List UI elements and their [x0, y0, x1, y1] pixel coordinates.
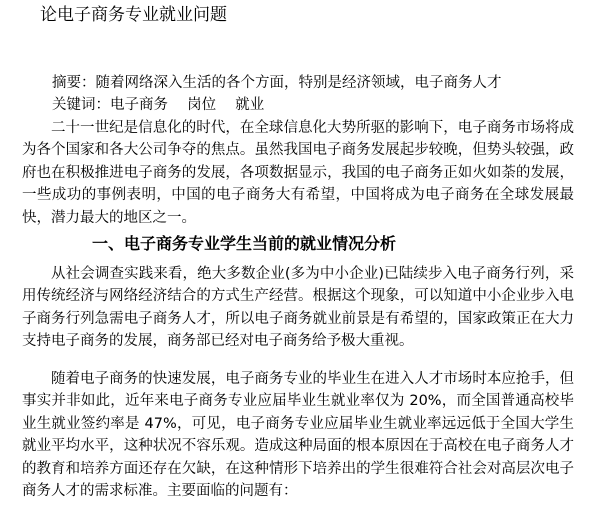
section-paragraph-1: 从社会调查实践来看，绝大多数企业(多为中小企业)已陆续步入电子商务行列，采用传统经济与网络经济结合的方式生产经营。根据这个现象，可以知道中小企业步入电子商务行列急需电子商务人才，所以电子商务就业前景是有希望的，国家政策正在大力支持电子商务的发展，商务部已经对电子商务给予极大重视。 — [22, 266, 574, 350]
document-title: 论电子商务专业就业问题 — [40, 5, 227, 25]
section-paragraph-2: 随着电子商务的快速发展，电子商务专业的毕业生在进入人才市场时本应抢手，但事实并非如此，近年来电子商务专业应届毕业生就业率仅为 20%，而全国普通高校毕业生就业签约率是 47%，可见，电子商务专业应届毕业生就业率远远低于全国大学生就业平均水平，这种状况不容乐观。造成这种局面的根本原因在于高校在电子商务人才的教育和培养方面还存在欠缺，在这种情形下培养出的学生很难符合社会对高层次电子商务人才的需求标准。主要面临的问题有： — [22, 371, 574, 500]
keywords-text: 关键词：电子商务 岗位 就业 — [52, 97, 265, 113]
intro-paragraph: 二十一世纪是信息化的时代，在全球信息化大势所驱的影响下，电子商务市场将成为各个国家和各大公司争夺的焦点。虽然我国电子商务发展起步较晚，但势头较强，政府也在积极推进电子商务的发展，各项数据显示，我国的电子商务正如火如荼的发展，一些成功的事例表明，中国的电子商务大有希望，中国将成为电子商务在全球发展最快，潜力最大的地区之一。 — [22, 120, 574, 226]
abstract-text: 摘要：随着网络深入生活的各个方面，特别是经济领域，电子商务人才 — [52, 75, 502, 91]
section-heading: 一、电子商务专业学生当前的就业情况分析 — [92, 234, 397, 253]
